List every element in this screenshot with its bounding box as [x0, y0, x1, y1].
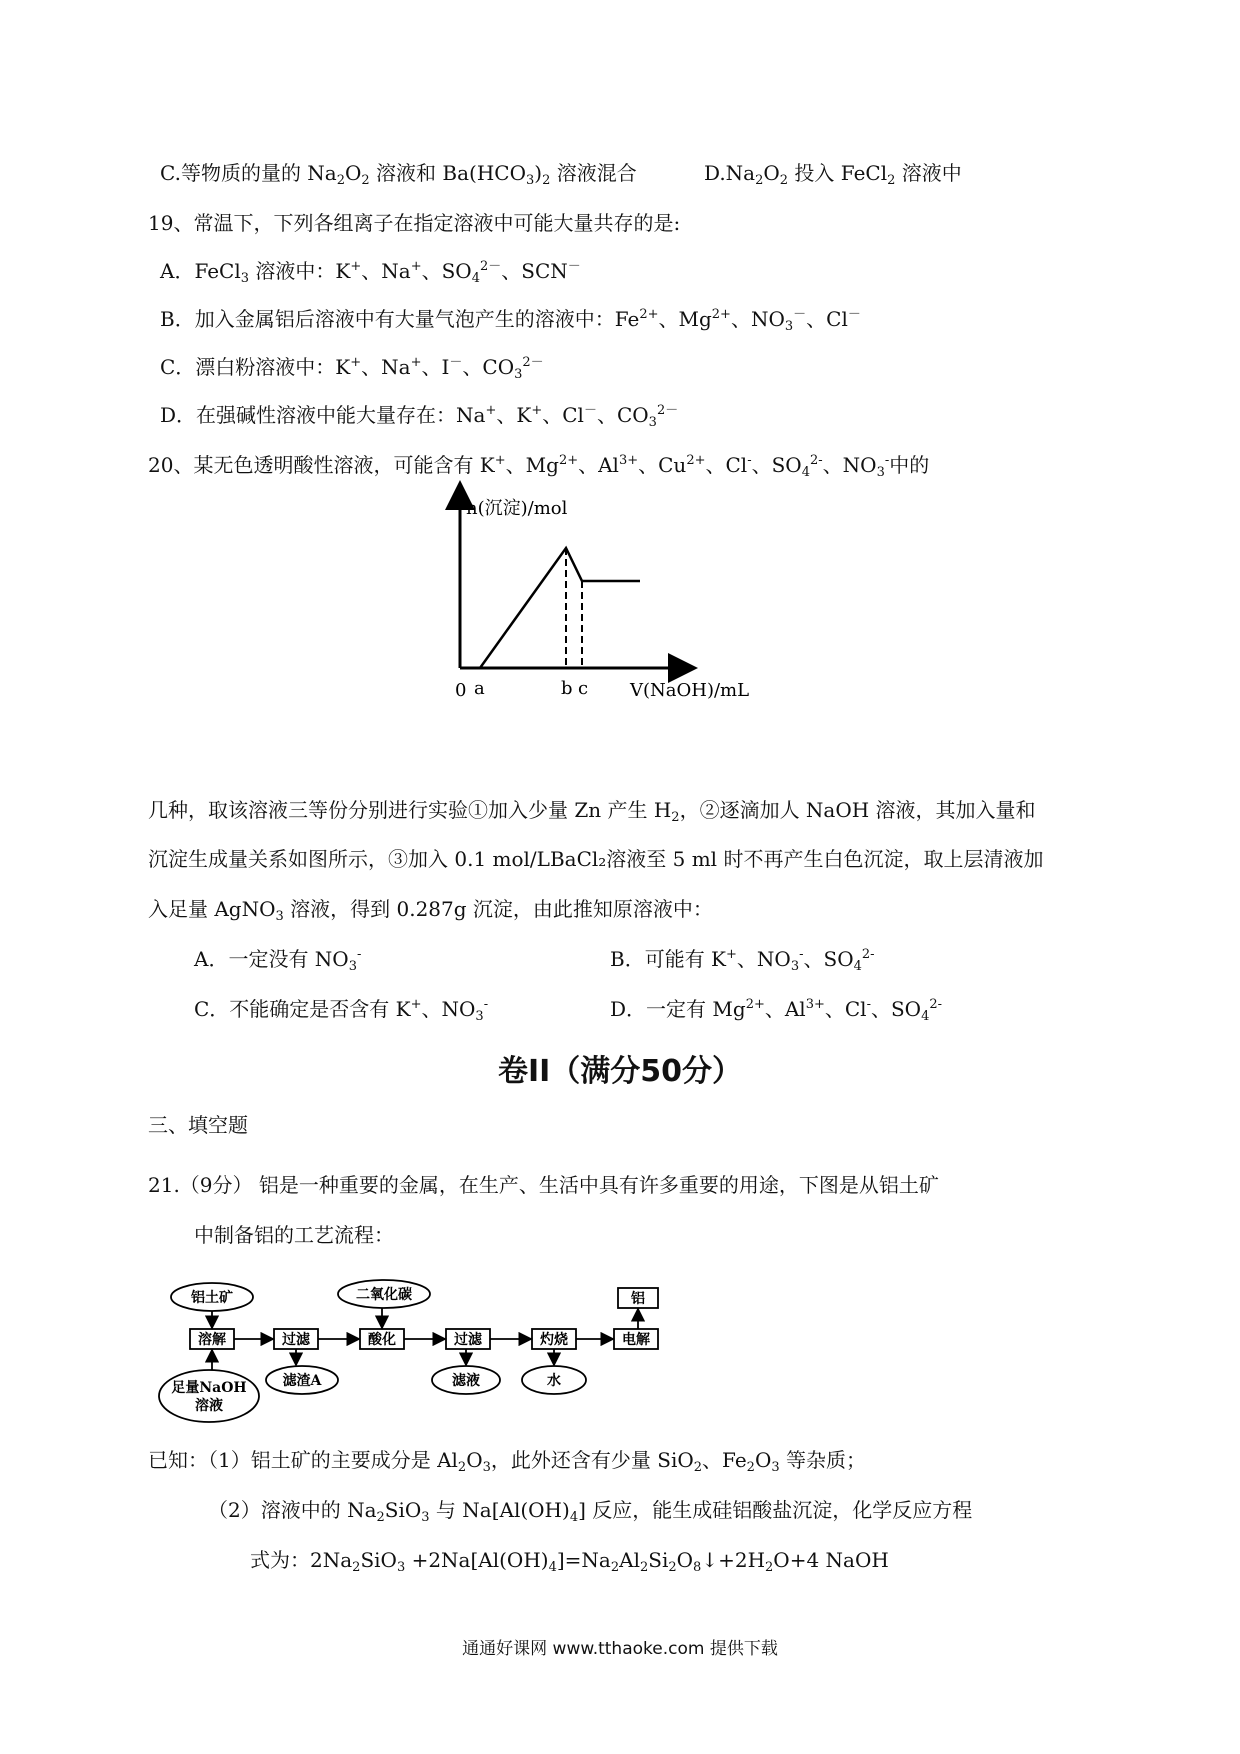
q20-option-a: A．一定没有 $NO_3^-$: [194, 947, 362, 974]
label-acidify: 酸化: [368, 1332, 396, 1348]
q18-option-c: C.等物质的量的 $Na_2O_2$ 溶液和 $Ba(HCO_3)_2$ 溶液混合: [160, 161, 637, 188]
known-2: （2）溶液中的 $Na_2SiO_3$ 与 $Na[Al(OH)_4]$ 反应，能生成硅铝酸盐沉淀，化学反应方程: [208, 1498, 973, 1525]
origin-label: 0: [455, 680, 467, 701]
q20-option-c: C．不能确定是否含有 K+、$NO_3^-$: [194, 997, 489, 1024]
q20-stem: 20、某无色透明酸性溶液，可能含有 K+、$Mg^{2+}$、$Al^{3+}$、$Cu^{2+}$、Cl-、$SO_4^{2-}$、$NO_3^-$中的: [148, 453, 930, 480]
q20-body-3: 入足量 AgNO$_3$ 溶液，得到 0.287g 沉淀，由此推知原溶液中：: [148, 897, 713, 924]
q18-option-d: $D.Na_2O_2$ 投入 FeCl$_2$ 溶液中: [704, 161, 962, 188]
label-aluminum: 铝: [631, 1291, 645, 1307]
label-electrolysis: 电解: [622, 1332, 650, 1348]
q20-option-b: B．可能有 K+、$NO_3^-$、$SO_4^{2-}$: [610, 947, 875, 974]
q19-option-d: D．在强碱性溶液中能大量存在：Na+、K+、Cl－、$CO_3^{2-}$: [160, 403, 679, 430]
q19-stem: 19、常温下，下列各组离子在指定溶液中可能大量共存的是:: [148, 211, 681, 235]
label-naoh-1: 足量NaOH: [171, 1380, 247, 1396]
q19-option-a: A．FeCl$_3$ 溶液中：K+、Na+、$SO_4^{2-}$、SCN－: [160, 259, 581, 286]
tick-c: c: [578, 678, 589, 699]
q21-line-1: 21.（9分） 铝是一种重要的金属，在生产、生活中具有许多重要的用途，下图是从铝土矿: [148, 1173, 939, 1197]
tick-b: b: [561, 678, 573, 699]
tick-a: a: [474, 678, 485, 699]
q19-option-b: B．加入金属铝后溶液中有大量气泡产生的溶液中：$Fe^{2+}$、$Mg^{2+}$、$NO_3^-$、Cl－: [160, 307, 861, 334]
label-filter-1: 过滤: [282, 1332, 310, 1348]
q20-body-1: 几种，取该溶液三等份分别进行实验①加入少量 Zn 产生 $H_2$，②逐滴加人 NaOH 溶液，其加入量和: [148, 798, 1036, 825]
q19-option-c: C．漂白粉溶液中：K+、Na+、I－、$CO_3^{2-}$: [160, 355, 544, 382]
label-calcine: 灼烧: [540, 1332, 568, 1348]
section-2-title: 卷II（满分50分）: [497, 1054, 743, 1089]
label-water: 水: [547, 1373, 561, 1389]
label-filtrate: 滤液: [452, 1373, 480, 1389]
label-bauxite: 铝土矿: [191, 1290, 233, 1306]
label-residue: 滤渣A: [282, 1373, 322, 1389]
label-co2: 二氧化碳: [356, 1287, 412, 1303]
footer-source: 通通好课网 www.tthaoke.com 提供下载: [462, 1639, 778, 1659]
label-naoh-2: 溶液: [195, 1398, 223, 1414]
node-naoh: [159, 1370, 259, 1422]
label-filter-2: 过滤: [454, 1332, 482, 1348]
q20-body-2: 沉淀生成量关系如图所示，③加入 0.1 mol/LBaCl₂溶液至 5 ml 时不再产生白色沉淀，取上层清液加: [148, 847, 1044, 871]
x-axis-label: V(NaOH)/mL: [630, 680, 750, 701]
section-3-heading: 三、填空题: [148, 1113, 248, 1137]
known-3-equation: 式为：$2Na_2SiO_3$ $+2Na[Al(OH)_4]=Na_2Al_2Si_2O_8↓+2H_2O+4$ NaOH: [250, 1548, 889, 1575]
y-axis-label: n(沉淀)/mol: [466, 498, 568, 519]
q21-line-2: 中制备铝的工艺流程：: [194, 1223, 394, 1247]
known-1: 已知：（1）铝土矿的主要成分是 $Al_2O_3$，此外还含有少量 SiO$_2$、$Fe_2O_3$ 等杂质；: [148, 1448, 866, 1475]
precipitate-curve: [480, 548, 640, 668]
label-dissolve: 溶解: [198, 1332, 226, 1348]
process-flow-diagram: [148, 1272, 668, 1424]
q20-option-d: D．一定有 $Mg^{2+}$、$Al^{3+}$、Cl-、$SO_4^{2-}$: [610, 997, 943, 1024]
precipitate-graph: [440, 478, 780, 710]
